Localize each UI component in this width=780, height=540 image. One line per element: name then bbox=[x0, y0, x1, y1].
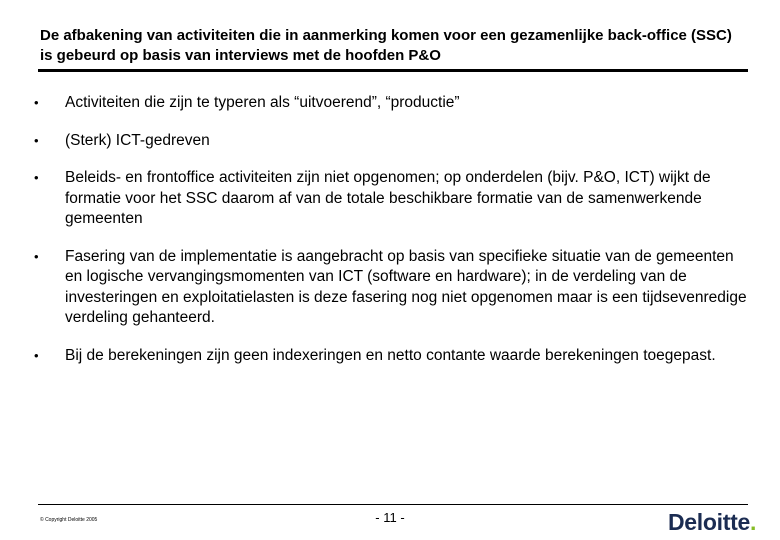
bullet-item bbox=[0, 93, 780, 114]
bullet-item bbox=[0, 168, 780, 230]
bullet-text: Fasering van de implementatie is aangebracht op basis van specifieke situatie van de gemeenten en logische vervangingsmomenten van ICT (software en hardware); in de verdeling van de investeringen en exploitatielasten is deze fasering nog niet opgenomen maar is een tijdsevenredige verdeling gehanteerd. bbox=[65, 247, 747, 326]
logo-text: Deloitte bbox=[668, 509, 750, 535]
bullet-list bbox=[0, 93, 780, 383]
bullet-marker: • bbox=[34, 132, 39, 148]
bullet-item bbox=[0, 247, 780, 329]
bullet-text: (Sterk) ICT-gedreven bbox=[65, 131, 210, 149]
bullet-text: Activiteiten die zijn te typeren als “uitvoerend”, “productie” bbox=[65, 94, 460, 111]
bullet-text: Beleids- en frontoffice activiteiten zijn niet opgenomen; op onderdelen (bijv. P&O, ICT) wijkt de formatie voor het SSC daarom af van de totale beschikbare formatie van de samenwerkende gemeenten bbox=[65, 169, 711, 227]
bullet-text: Bij de berekeningen zijn geen indexeringen en netto contante waarde berekeningen toegepast. bbox=[65, 346, 716, 364]
bullet-item bbox=[0, 346, 780, 367]
bullet-marker: • bbox=[34, 347, 39, 363]
deloitte-logo bbox=[668, 509, 756, 536]
page-number: - 11 - bbox=[375, 510, 405, 525]
bullet-marker: • bbox=[34, 248, 39, 264]
slide-title: De afbakening van activiteiten die in aanmerking komen voor een gezamenlijke back-office (SSC) is gebeurd op basis van interviews met de hoofden P&O bbox=[40, 27, 732, 64]
footer-divider bbox=[38, 504, 748, 505]
bullet-marker: • bbox=[34, 95, 39, 110]
bullet-marker: • bbox=[34, 170, 39, 185]
bullet-item bbox=[0, 131, 780, 152]
logo-dot: . bbox=[749, 509, 757, 535]
title-divider bbox=[38, 69, 748, 72]
copyright-notice: © Copyright Deloitte 2005 bbox=[40, 517, 98, 523]
